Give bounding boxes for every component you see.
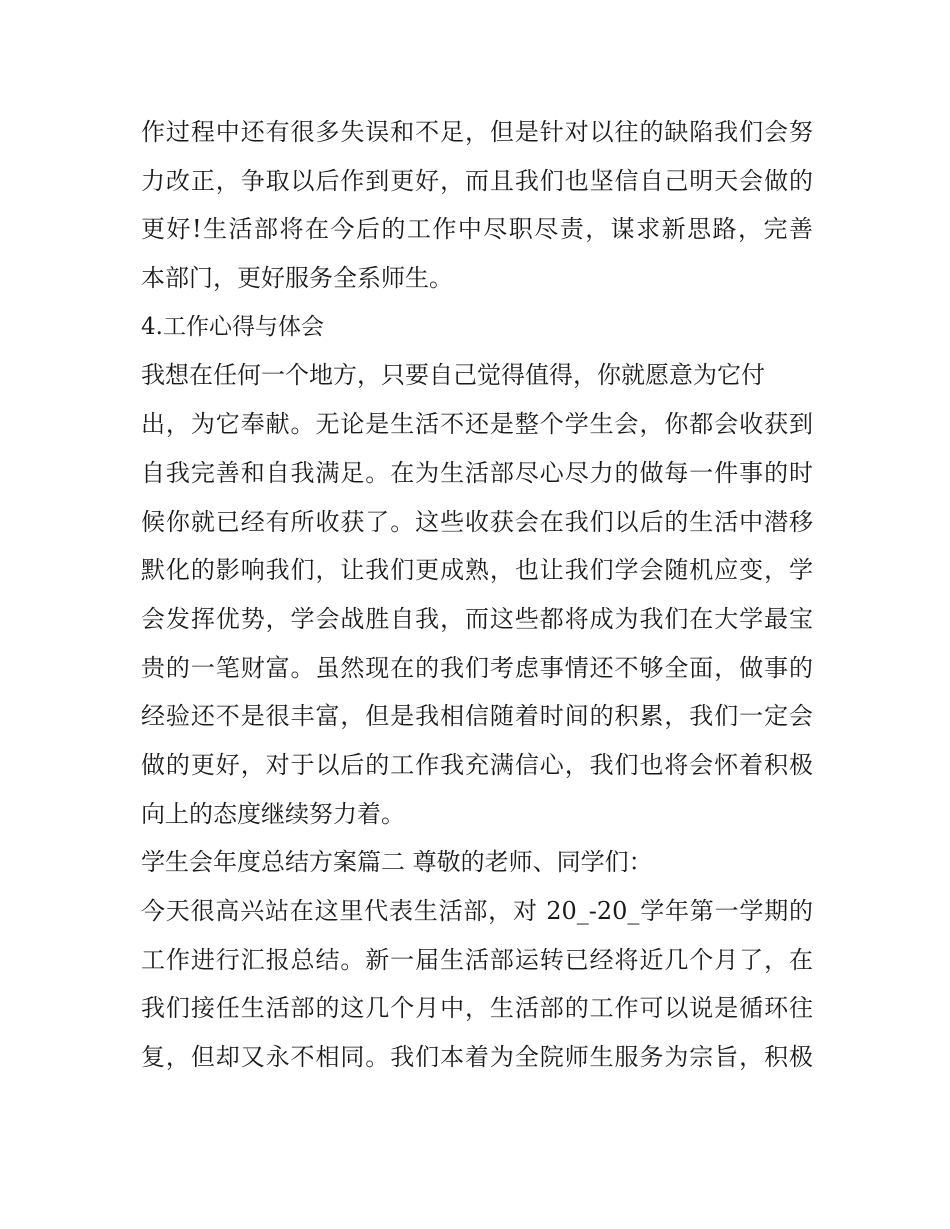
text-line: 出，为它奉献。无论是生活不还是整个学生会，你都会收获到 — [141, 410, 813, 439]
text-line: 向上的态度继续努力着。 — [141, 799, 405, 828]
text-line: 今天很高兴站在这里代表生活部，对 20_-20_学年第一学期的 — [141, 897, 813, 925]
text-line: 经验还不是很丰富，但是我相信随着时间的积累，我们一定会 — [141, 702, 813, 731]
text-line: 工作进行汇报总结。新一届生活部运转已经将近几个月了，在 — [141, 945, 813, 974]
text-line: 默化的影响我们，让我们更成熟，也让我们学会随机应变，学 — [141, 556, 813, 585]
text-line: 贵的一笔财富。虽然现在的我们考虑事情还不够全面，做事的 — [141, 653, 813, 682]
section-heading: 学生会年度总结方案篇二 尊敬的老师、同学们： — [141, 848, 653, 877]
document-body — [141, 108, 813, 1082]
text-line: 自我完善和自我满足。在为生活部尽心尽力的做每一件事的时 — [141, 458, 813, 487]
text-line: 做的更好，对于以后的工作我充满信心，我们也将会怀着积极 — [141, 750, 813, 779]
text-line: 复，但却又永不相同。我们本着为全院师生服务为宗旨，积极 — [141, 1043, 813, 1072]
text-line: 我想在任何一个地方，只要自己觉得值得，你就愿意为它付 — [141, 361, 765, 390]
text-line: 力改正，争取以后作到更好，而且我们也坚信自己明天会做的 — [141, 166, 813, 195]
text-line: 本部门，更好服务全系师生。 — [141, 264, 453, 293]
text-line: 候你就已经有所收获了。这些收获会在我们以后的生活中潜移 — [141, 507, 813, 536]
text-line: 更好!生活部将在今后的工作中尽职尽责，谋求新思路，完善 — [141, 215, 813, 244]
text-line: 作过程中还有很多失误和不足，但是针对以往的缺陷我们会努 — [141, 118, 813, 146]
text-line: 我们接任生活部的这几个月中，生活部的工作可以说是循环往 — [141, 994, 813, 1023]
text-line: 会发挥优势，学会战胜自我，而这些都将成为我们在大学最宝 — [141, 604, 813, 633]
section-heading: 4.工作心得与体会 — [141, 313, 324, 340]
